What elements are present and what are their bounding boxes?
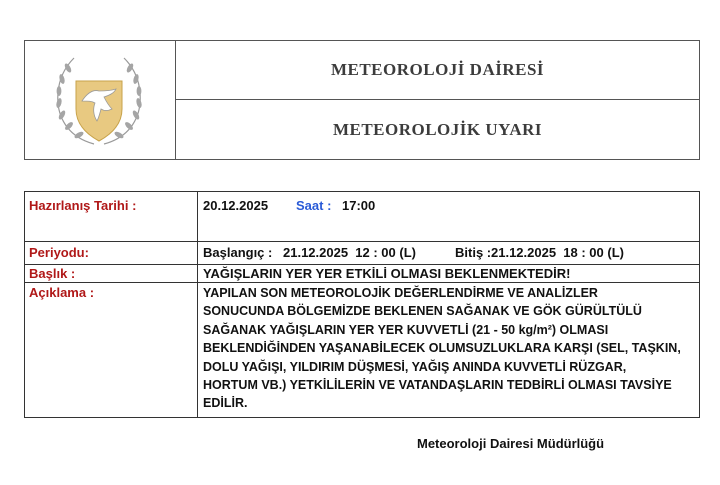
description-line: DOLU YAĞIŞI, YILDIRIM DÜŞMESİ, YAĞIŞ ANINDA KUVVETLİ RÜZGAR, bbox=[203, 359, 627, 374]
column-divider bbox=[197, 192, 198, 417]
department-title: METEOROLOJİ DAİRESİ bbox=[176, 41, 699, 100]
description-line: HORTUM VB.) YETKİLİLERİN VE VATANDAŞLARIN TEDBİRLİ OLMASI TAVSİYE bbox=[203, 378, 672, 393]
description-label: Açıklama : bbox=[29, 285, 95, 300]
description-text bbox=[203, 284, 693, 413]
time-value: 17:00 bbox=[342, 198, 376, 213]
period-end-label: Bitiş : bbox=[455, 245, 492, 260]
description-line: SAĞANAK YAĞIŞLARIN YER YER KUVVETLİ (21 - 50 kg/m²) OLMASI bbox=[203, 322, 609, 337]
time-label: Saat : bbox=[296, 198, 332, 213]
document-header bbox=[24, 40, 700, 160]
row-divider bbox=[25, 241, 699, 242]
signature: Meteoroloji Dairesi Müdürlüğü bbox=[417, 436, 605, 451]
period-start-label: Başlangıç : bbox=[203, 245, 273, 260]
description-line: YAPILAN SON METEOROLOJİK DEĞERLENDİRME VE ANALİZLER bbox=[203, 286, 598, 300]
period-start-value: 21.12.2025 12 : 00 (L) bbox=[283, 245, 416, 260]
subject-value: YAĞIŞLARIN YER YER ETKİLİ OLMASI BEKLENMEKTEDİR! bbox=[203, 266, 571, 281]
period-end-value: 21.12.2025 18 : 00 (L) bbox=[491, 245, 624, 260]
period-label: Periyodu: bbox=[29, 245, 89, 260]
description-line: SONUCUNDA BÖLGEMİZDE BEKLENEN SAĞANAK VE GÖK GÜRÜLTÜLÜ bbox=[203, 304, 642, 319]
warning-table bbox=[24, 191, 700, 418]
row-divider bbox=[25, 282, 699, 283]
prepared-date-value: 20.12.2025 bbox=[203, 198, 269, 213]
prepared-date-label: Hazırlanış Tarihi : bbox=[29, 198, 137, 213]
description-line: EDİLİR. bbox=[203, 396, 248, 411]
row-divider bbox=[25, 264, 699, 265]
subject-label: Başlık : bbox=[29, 266, 76, 281]
logo-cell bbox=[25, 41, 176, 159]
document-subtitle: METEOROLOJİK UYARI bbox=[332, 119, 543, 139]
description-line: BEKLENDİĞİNDEN YAŞANABİLECEK OLUMSUZLUKLARA KARŞI (SEL, TAŞKIN, bbox=[203, 341, 681, 356]
cyprus-coat-of-arms-icon bbox=[46, 45, 152, 151]
